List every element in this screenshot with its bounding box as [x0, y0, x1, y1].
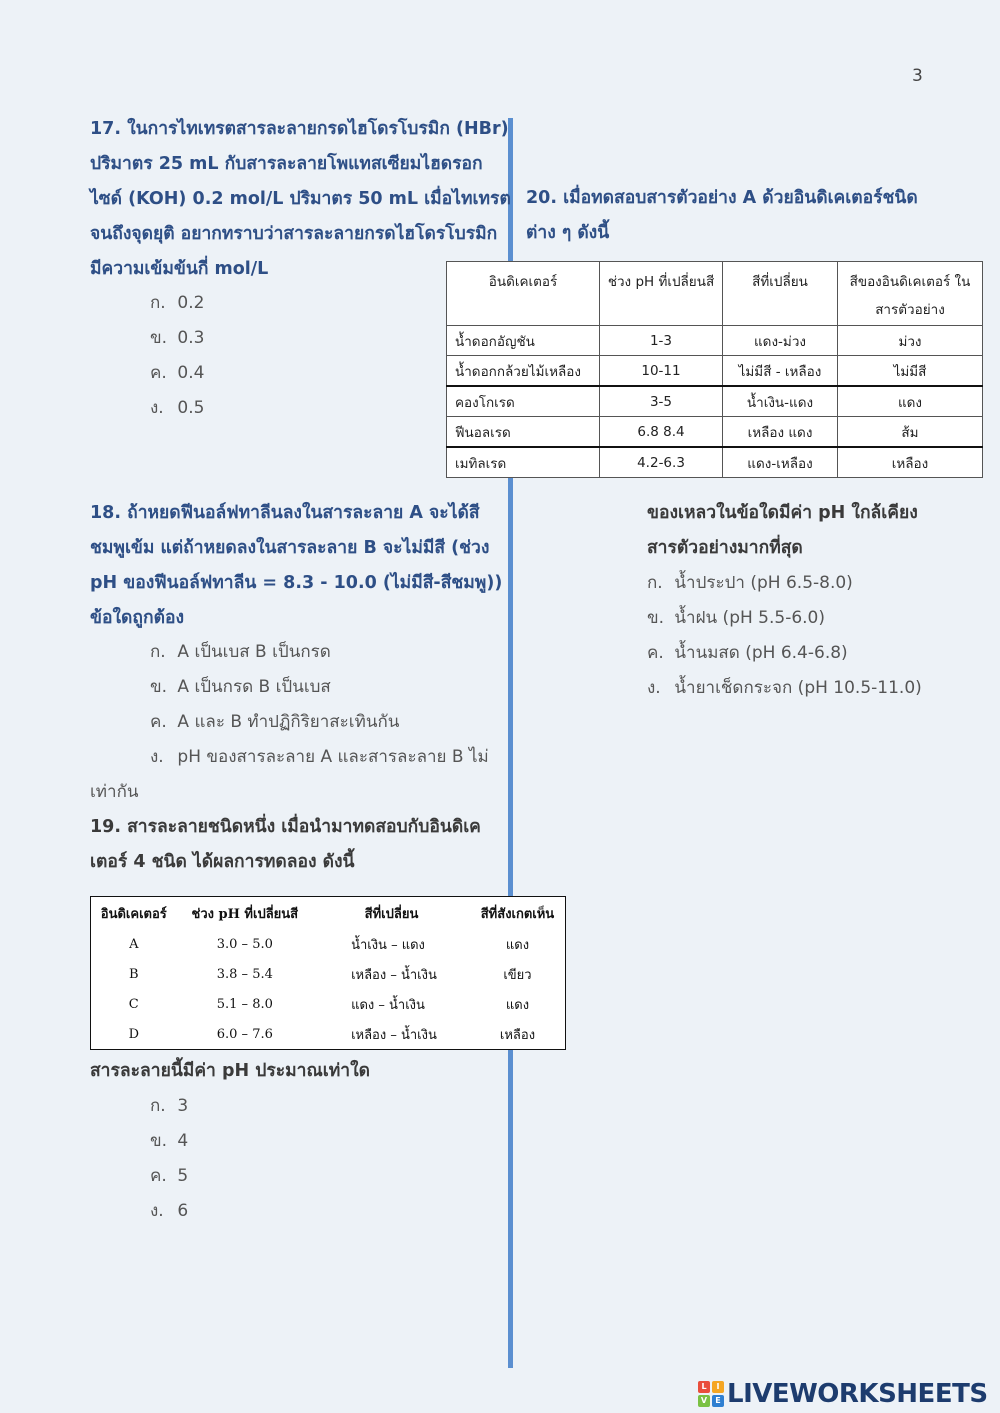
q17-line: มีความเข้มข้นกี่ mol/L: [90, 259, 269, 279]
option-text: น้ำประปา (pH 6.5-8.0): [674, 573, 853, 593]
option-label: ข.: [647, 608, 665, 628]
q19-option-c[interactable]: [150, 1159, 188, 1194]
table-cell: แดง-ม่วง: [723, 326, 838, 356]
q18-line: 18. ถ้าหยดฟีนอล์ฟทาลีนลงในสารละลาย A จะได้สี: [90, 503, 480, 523]
q19-indicator-table: [90, 896, 566, 1050]
table-cell: B: [129, 966, 139, 982]
option-label: ก.: [150, 1096, 166, 1116]
table-row: [91, 989, 566, 1019]
option-text: 5: [177, 1166, 189, 1186]
option-label: ก.: [647, 573, 663, 593]
table-cell: 3.0 – 5.0: [216, 936, 273, 952]
table-header-cell: ช่วง pH ที่เปลี่ยนสี: [600, 262, 723, 326]
q20-indicator-table: [446, 261, 983, 478]
logo-letter: E: [712, 1395, 724, 1407]
table-cell: C: [128, 996, 139, 1012]
table-cell: เหลือง แดง: [723, 417, 838, 448]
option-text: 0.2: [177, 293, 205, 313]
table-header-cell: สีที่เปลี่ยน: [364, 906, 419, 922]
table-cell: ฟีนอลเรด: [447, 417, 600, 448]
q17-option-b[interactable]: [150, 321, 204, 356]
q19-stem: [90, 810, 481, 880]
q18-option-d[interactable]: [150, 740, 489, 775]
table-cell: เหลือง: [499, 1027, 536, 1043]
q20-stem: [526, 181, 918, 251]
page-number: 3: [912, 66, 923, 86]
option-label: ค.: [150, 1166, 167, 1186]
option-text: น้ำยาเช็ดกระจก (pH 10.5-11.0): [674, 678, 922, 698]
q20-option-c[interactable]: [647, 636, 848, 671]
table-cell: ไม่มีสี: [838, 356, 983, 387]
q17-option-c[interactable]: [150, 356, 204, 391]
table-cell: แดง: [505, 997, 530, 1013]
option-text: น้ำฝน (pH 5.5-6.0): [674, 608, 826, 628]
option-text: 4: [177, 1131, 189, 1151]
table-cell: เหลือง: [838, 447, 983, 478]
table-row: [447, 356, 983, 387]
table-cell: คองโกเรด: [447, 386, 600, 417]
q19-option-d[interactable]: [150, 1194, 188, 1229]
option-text: pH ของสารละลาย A และสารละลาย B ไม่: [177, 747, 489, 767]
option-text: น้ำนมสด (pH 6.4-6.8): [674, 643, 848, 663]
option-label: ข.: [150, 1131, 168, 1151]
table-row: [91, 1019, 566, 1050]
table-cell: 6.8 8.4: [600, 417, 723, 448]
option-text: 3: [177, 1096, 189, 1116]
option-label: ค.: [150, 363, 167, 383]
table-cell: 6.0 – 7.6: [216, 1026, 273, 1042]
table-cell: เหลือง – น้ำเงิน: [351, 1027, 437, 1043]
q20-question: [647, 496, 918, 566]
q20-question-line: สารตัวอย่างมากที่สุด: [647, 538, 803, 558]
table-cell: 3.8 – 5.4: [216, 966, 273, 982]
q17-line: ไซด์ (KOH) 0.2 mol/L ปริมาตร 50 mL เมื่อไทเทรต: [90, 189, 511, 209]
table-cell: แดง: [838, 386, 983, 417]
table-cell: เหลือง – น้ำเงิน: [351, 967, 437, 983]
table-cell: น้ำเงิน-แดง: [723, 386, 838, 417]
q20-question-line: ของเหลวในข้อใดมีค่า pH ใกล้เคียง: [647, 503, 918, 523]
table-header-cell: สีที่เปลี่ยน: [723, 262, 838, 326]
table-header-row: [91, 897, 566, 930]
table-cell: เขียว: [503, 967, 532, 983]
table-row: [91, 959, 566, 989]
option-label: ค.: [150, 712, 167, 732]
q17-option-a[interactable]: [150, 286, 204, 321]
table-cell: ม่วง: [838, 326, 983, 356]
option-label: ก.: [150, 293, 166, 313]
option-label: ข.: [150, 677, 168, 697]
q17-line: จนถึงจุดยุติ อยากทราบว่าสารละลายกรดไฮโดรโบรมิก: [90, 224, 498, 244]
table-cell: น้ำเงิน – แดง: [351, 937, 425, 953]
option-label: ข.: [150, 328, 168, 348]
table-cell: น้ำดอกอัญชัน: [447, 326, 600, 356]
option-label: ก.: [150, 642, 166, 662]
q18-line: pH ของฟีนอล์ฟทาลีน = 8.3 - 10.0 (ไม่มีสี-สีชมพู)): [90, 573, 503, 593]
table-cell: 3-5: [600, 386, 723, 417]
q20-line: 20. เมื่อทดสอบสารตัวอย่าง A ด้วยอินดิเคเตอร์ชนิด: [526, 188, 918, 208]
q18-option-d-wrap: เท่ากัน: [90, 782, 139, 802]
table-cell: แดง – น้ำเงิน: [351, 997, 425, 1013]
table-cell: ไม่มีสี - เหลือง: [723, 356, 838, 387]
q17-option-d[interactable]: [150, 391, 204, 426]
logo-letter: V: [698, 1395, 710, 1407]
q17-line: ปริมาตร 25 mL กับสารละลายโพแทสเซียมไฮดรอก: [90, 154, 483, 174]
table-cell: A: [129, 936, 139, 952]
liveworksheets-brand[interactable]: [698, 1377, 988, 1411]
option-text: 0.4: [177, 363, 205, 383]
table-cell: แดง-เหลือง: [723, 447, 838, 478]
table-header-cell: ช่วง pH ที่เปลี่ยนสี: [191, 906, 299, 922]
logo-letter: L: [698, 1381, 710, 1393]
option-text: A และ B ทำปฏิกิริยาสะเทินกัน: [177, 712, 400, 732]
table-cell: น้ำดอกกล้วยไม้เหลือง: [447, 356, 600, 387]
table-cell: แดง: [505, 937, 530, 953]
option-label: ค.: [647, 643, 664, 663]
table-row: [447, 417, 983, 448]
option-text: 0.3: [177, 328, 205, 348]
q20-line: ต่าง ๆ ดังนี้: [526, 223, 610, 243]
q18-stem: [90, 496, 502, 636]
q19-question: [90, 1054, 370, 1089]
table-row: [447, 447, 983, 478]
table-cell: 4.2-6.3: [600, 447, 723, 478]
q20-option-b[interactable]: [647, 601, 825, 636]
table-row: [447, 386, 983, 417]
table-header-cell: สีที่สังเกตเห็น: [480, 906, 555, 922]
table-header-cell: สีของอินดิเคเตอร์ ในสารตัวอย่าง: [838, 262, 983, 326]
q19-option-b[interactable]: [150, 1124, 188, 1159]
table-cell: 1-3: [600, 326, 723, 356]
q20-option-d[interactable]: [647, 671, 922, 706]
table-row: [447, 326, 983, 356]
q19-question-text: สารละลายนี้มีค่า pH ประมาณเท่าใด: [90, 1061, 370, 1081]
option-label: ง.: [150, 747, 164, 767]
option-label: ง.: [150, 398, 164, 418]
q20-option-a[interactable]: [647, 566, 853, 601]
table-cell: 10-11: [600, 356, 723, 387]
table-cell: เมทิลเรด: [447, 447, 600, 478]
table-row: [91, 929, 566, 959]
table-cell: 5.1 – 8.0: [216, 996, 273, 1012]
q19-line: 19. สารละลายชนิดหนึ่ง เมื่อนำมาทดสอบกับอินดิเค: [90, 817, 481, 837]
q18-option-c[interactable]: [150, 705, 399, 740]
q17-line: 17. ในการไทเทรตสารละลายกรดไฮโดรโบรมิก (HBr): [90, 119, 509, 139]
table-cell: ส้ม: [838, 417, 983, 448]
liveworksheets-logo-icon: [698, 1381, 724, 1407]
table-header-cell: อินดิเคเตอร์: [100, 906, 167, 922]
table-cell: D: [128, 1026, 139, 1042]
q18-option-a[interactable]: [150, 635, 331, 670]
q18-line: ข้อใดถูกต้อง: [90, 608, 184, 628]
liveworksheets-wordmark: LIVEWORKSHEETS: [727, 1379, 988, 1409]
option-text: 0.5: [177, 398, 205, 418]
q19-option-a[interactable]: [150, 1089, 188, 1124]
option-text: 6: [177, 1201, 189, 1221]
option-label: ง.: [647, 678, 661, 698]
logo-letter: I: [712, 1381, 724, 1393]
table-header-cell: อินดิเคเตอร์: [447, 262, 600, 326]
table-header-row: [447, 262, 983, 326]
q18-option-b[interactable]: [150, 670, 331, 705]
q18-line: ชมพูเข้ม แต่ถ้าหยดลงในสารละลาย B จะไม่มีสี (ช่วง: [90, 538, 490, 558]
option-text: A เป็นเบส B เป็นกรด: [177, 642, 331, 662]
q19-line: เตอร์ 4 ชนิด ได้ผลการทดลอง ดังนี้: [90, 852, 355, 872]
option-label: ง.: [150, 1201, 164, 1221]
option-text: A เป็นกรด B เป็นเบส: [177, 677, 331, 697]
